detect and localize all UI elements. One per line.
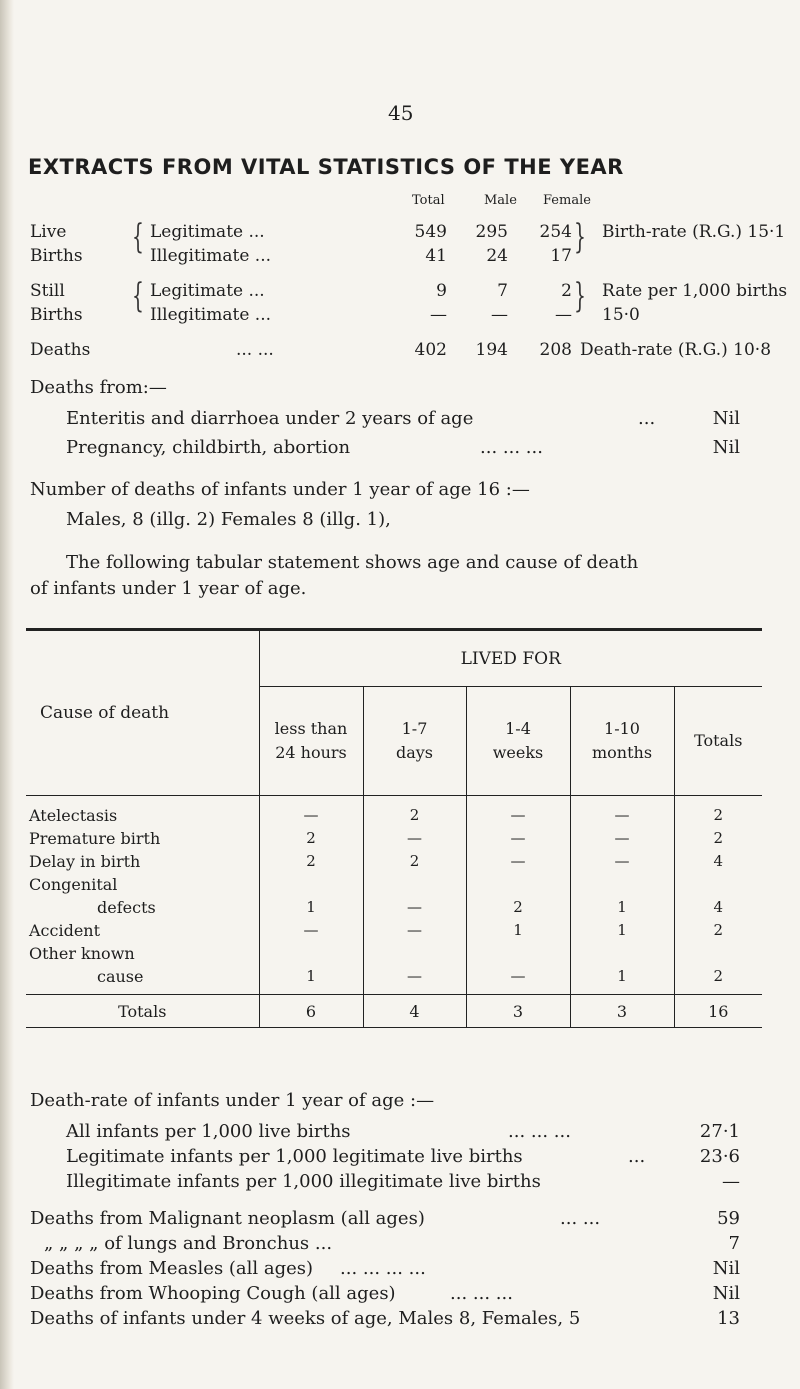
- table-cell: —: [407, 967, 422, 985]
- table-cell: [571, 873, 674, 896]
- infant-rate-all-dots: ... ... ...: [508, 1121, 571, 1142]
- malignant-label: Deaths from Malignant neoplasm (all ages): [30, 1208, 425, 1229]
- table-cell: 4: [713, 852, 724, 870]
- 1-4-weeks-values: [466, 796, 570, 995]
- col-less-than-24-hours: less than 24 hours: [259, 687, 363, 796]
- cause-header: Cause of death: [26, 630, 259, 796]
- 1-7-days-values: [363, 796, 466, 995]
- table-cell: 1: [617, 921, 627, 939]
- whooping-cough-label: Deaths from Whooping Cough (all ages): [30, 1283, 396, 1304]
- table-cell: —: [510, 806, 526, 824]
- table-cell: —: [510, 829, 526, 847]
- enteritis-dots: ...: [638, 408, 656, 429]
- whooping-cough-dots: ... ... ...: [450, 1283, 513, 1304]
- still-legit-male: 7: [497, 281, 508, 301]
- col-header-female: Female: [543, 193, 591, 208]
- still-births-right-brace: }: [574, 276, 586, 316]
- still-illegit-label: Illegitimate ...: [150, 305, 272, 325]
- table-cell: —: [303, 921, 319, 939]
- still-illegit-female: —: [555, 305, 572, 325]
- deaths-male: 194: [475, 340, 508, 360]
- col-1-7-days: 1-7 days: [363, 687, 466, 796]
- live-legit-total: 549: [414, 222, 447, 242]
- malignant-dots: ... ...: [560, 1208, 601, 1229]
- table-cell: [675, 942, 763, 965]
- table-row-label: defects: [97, 898, 156, 917]
- table-cell: —: [407, 921, 422, 939]
- infants-under-4-weeks-label: Deaths of infants under 4 weeks of age, Males 8, Females, 5: [30, 1308, 581, 1329]
- pregnancy-dots: ... ... ...: [480, 437, 543, 458]
- col-1-10-months: 1-10 months: [570, 687, 674, 796]
- still-legit-total: 9: [436, 281, 447, 301]
- page-number: 45: [388, 101, 414, 125]
- total-1-7-days: 4: [363, 995, 466, 1028]
- table-row-label: cause: [97, 967, 144, 986]
- live-legit-male: 295: [475, 222, 508, 242]
- still-births-brace: {: [132, 276, 144, 316]
- grand-total: 16: [674, 995, 762, 1028]
- row-totals-values: [674, 796, 762, 995]
- table-cell: 2: [409, 806, 420, 824]
- infant-rate-legit-dots: ...: [628, 1146, 646, 1167]
- infant-rate-all-label: All infants per 1,000 live births: [66, 1121, 351, 1142]
- lungs-label: „ „ „ „ of lungs and Bronchus ...: [44, 1233, 333, 1254]
- table-row-label: Accident: [29, 921, 101, 940]
- table-cell: —: [614, 852, 630, 870]
- live-births-label-1: Live: [30, 222, 67, 242]
- table-row-label: Premature birth: [29, 829, 161, 848]
- still-illegit-total: —: [430, 305, 447, 325]
- lungs-value: 7: [728, 1233, 740, 1254]
- still-legit-label: Legitimate ...: [150, 281, 265, 301]
- deaths-female: 208: [539, 340, 572, 360]
- still-rate-note-2: 15·0: [602, 305, 640, 325]
- table-cell: [467, 873, 570, 896]
- intro-line-2: of infants under 1 year of age.: [30, 578, 307, 599]
- live-births-label-2: Births: [30, 246, 83, 266]
- table-row-label: Other known: [29, 944, 135, 963]
- table-cell: [571, 942, 674, 965]
- lived-for-header: LIVED FOR: [259, 630, 762, 687]
- birth-rate-note: Birth-rate (R.G.) 15·1: [602, 222, 786, 242]
- table-cell: 2: [409, 852, 420, 870]
- table-cell: —: [510, 967, 526, 985]
- col-totals: Totals: [674, 687, 762, 796]
- live-births-brace: {: [132, 217, 144, 257]
- table-row-label: Congenital: [29, 875, 118, 894]
- still-legit-female: 2: [561, 281, 572, 301]
- table-cell: —: [407, 829, 422, 847]
- table-cell: 2: [513, 898, 523, 916]
- total-less-than-24-hours: 6: [259, 995, 363, 1028]
- infant-rate-illegit-label: Illegitimate infants per 1,000 illegitimate live births: [66, 1171, 541, 1192]
- infants-under-4-weeks-value: 13: [717, 1308, 740, 1329]
- measles-value: Nil: [712, 1258, 740, 1279]
- table-cell: 1: [617, 967, 627, 985]
- totals-row: [26, 995, 762, 1028]
- live-legit-label: Legitimate ...: [150, 222, 265, 242]
- deaths-from-heading: Deaths from:—: [30, 377, 167, 398]
- table-cell: 1: [617, 898, 627, 916]
- table-cell: 4: [713, 898, 724, 916]
- table-row-label: Atelectasis: [29, 806, 118, 825]
- whooping-cough-value: Nil: [712, 1283, 740, 1304]
- table-cell: 2: [713, 921, 724, 939]
- table-cell: —: [510, 852, 526, 870]
- live-illegit-total: 41: [425, 246, 447, 266]
- col-header-male: Male: [484, 193, 517, 208]
- table-cell: 2: [713, 829, 724, 847]
- infant-deaths-line-1: Number of deaths of infants under 1 year of age 16 :—: [30, 479, 530, 500]
- deaths-total: 402: [414, 340, 447, 360]
- table-cell: [467, 942, 570, 965]
- pregnancy-label: Pregnancy, childbirth, abortion: [66, 437, 351, 458]
- table-row-label: Delay in birth: [29, 852, 141, 871]
- table-cell: 1: [513, 921, 523, 939]
- live-births-right-brace: }: [574, 217, 586, 257]
- live-illegit-male: 24: [486, 246, 508, 266]
- live-legit-female: 254: [539, 222, 572, 242]
- table-cell: 2: [306, 829, 316, 847]
- table-cell: [260, 873, 363, 896]
- infant-rate-illegit-value: —: [722, 1171, 740, 1192]
- table-cell: —: [614, 829, 630, 847]
- table-cell: [364, 873, 466, 896]
- table-cell: —: [614, 806, 630, 824]
- live-illegit-label: Illegitimate ...: [150, 246, 272, 266]
- death-rate-note: Death-rate (R.G.) 10·8: [580, 340, 772, 360]
- enteritis-label: Enteritis and diarrhoea under 2 years of age: [66, 408, 474, 429]
- live-illegit-female: 17: [550, 246, 572, 266]
- still-rate-note-1: Rate per 1,000 births: [602, 281, 788, 301]
- still-births-label-1: Still: [30, 281, 65, 301]
- still-births-label-2: Births: [30, 305, 83, 325]
- total-1-4-weeks: 3: [466, 995, 570, 1028]
- infant-rate-heading: Death-rate of infants under 1 year of age :—: [30, 1090, 435, 1111]
- pregnancy-value: Nil: [712, 437, 740, 458]
- measles-label: Deaths from Measles (all ages): [30, 1258, 314, 1279]
- deaths-dots: ... ...: [236, 340, 274, 360]
- page-title: EXTRACTS FROM VITAL STATISTICS OF THE YEAR: [28, 155, 624, 179]
- table-cell: —: [303, 806, 319, 824]
- enteritis-value: Nil: [712, 408, 740, 429]
- table-cell: 2: [306, 852, 316, 870]
- col-1-4-weeks: 1-4 weeks: [466, 687, 570, 796]
- table-cell: 1: [306, 898, 316, 916]
- table-cell: —: [407, 898, 422, 916]
- 1-10-months-values: [570, 796, 674, 995]
- cause-names-cell: [26, 796, 259, 995]
- infant-rate-legit-label: Legitimate infants per 1,000 legitimate live births: [66, 1146, 523, 1167]
- table-cell: 1: [306, 967, 316, 985]
- page-binding-edge: [0, 0, 14, 1389]
- table-cell: 2: [713, 806, 724, 824]
- measles-dots: ... ... ... ...: [340, 1258, 426, 1279]
- intro-line-1: The following tabular statement shows age and cause of death: [66, 552, 639, 573]
- malignant-value: 59: [717, 1208, 740, 1229]
- cause-of-death-table: [26, 628, 762, 1028]
- deaths-label: Deaths: [30, 340, 91, 360]
- col-header-total: Total: [412, 193, 445, 208]
- infant-rate-all-value: 27·1: [699, 1121, 740, 1142]
- table-cell: 2: [713, 967, 724, 985]
- still-illegit-male: —: [491, 305, 508, 325]
- infant-rate-legit-value: 23·6: [699, 1146, 740, 1167]
- less-than-24-hours-values: [259, 796, 363, 995]
- infant-deaths-line-2: Males, 8 (illg. 2) Females 8 (illg. 1),: [66, 509, 391, 530]
- totals-label: Totals: [26, 995, 259, 1028]
- table-cell: [260, 942, 363, 965]
- table-cell: [364, 942, 466, 965]
- table-cell: [675, 873, 763, 896]
- total-1-10-months: 3: [570, 995, 674, 1028]
